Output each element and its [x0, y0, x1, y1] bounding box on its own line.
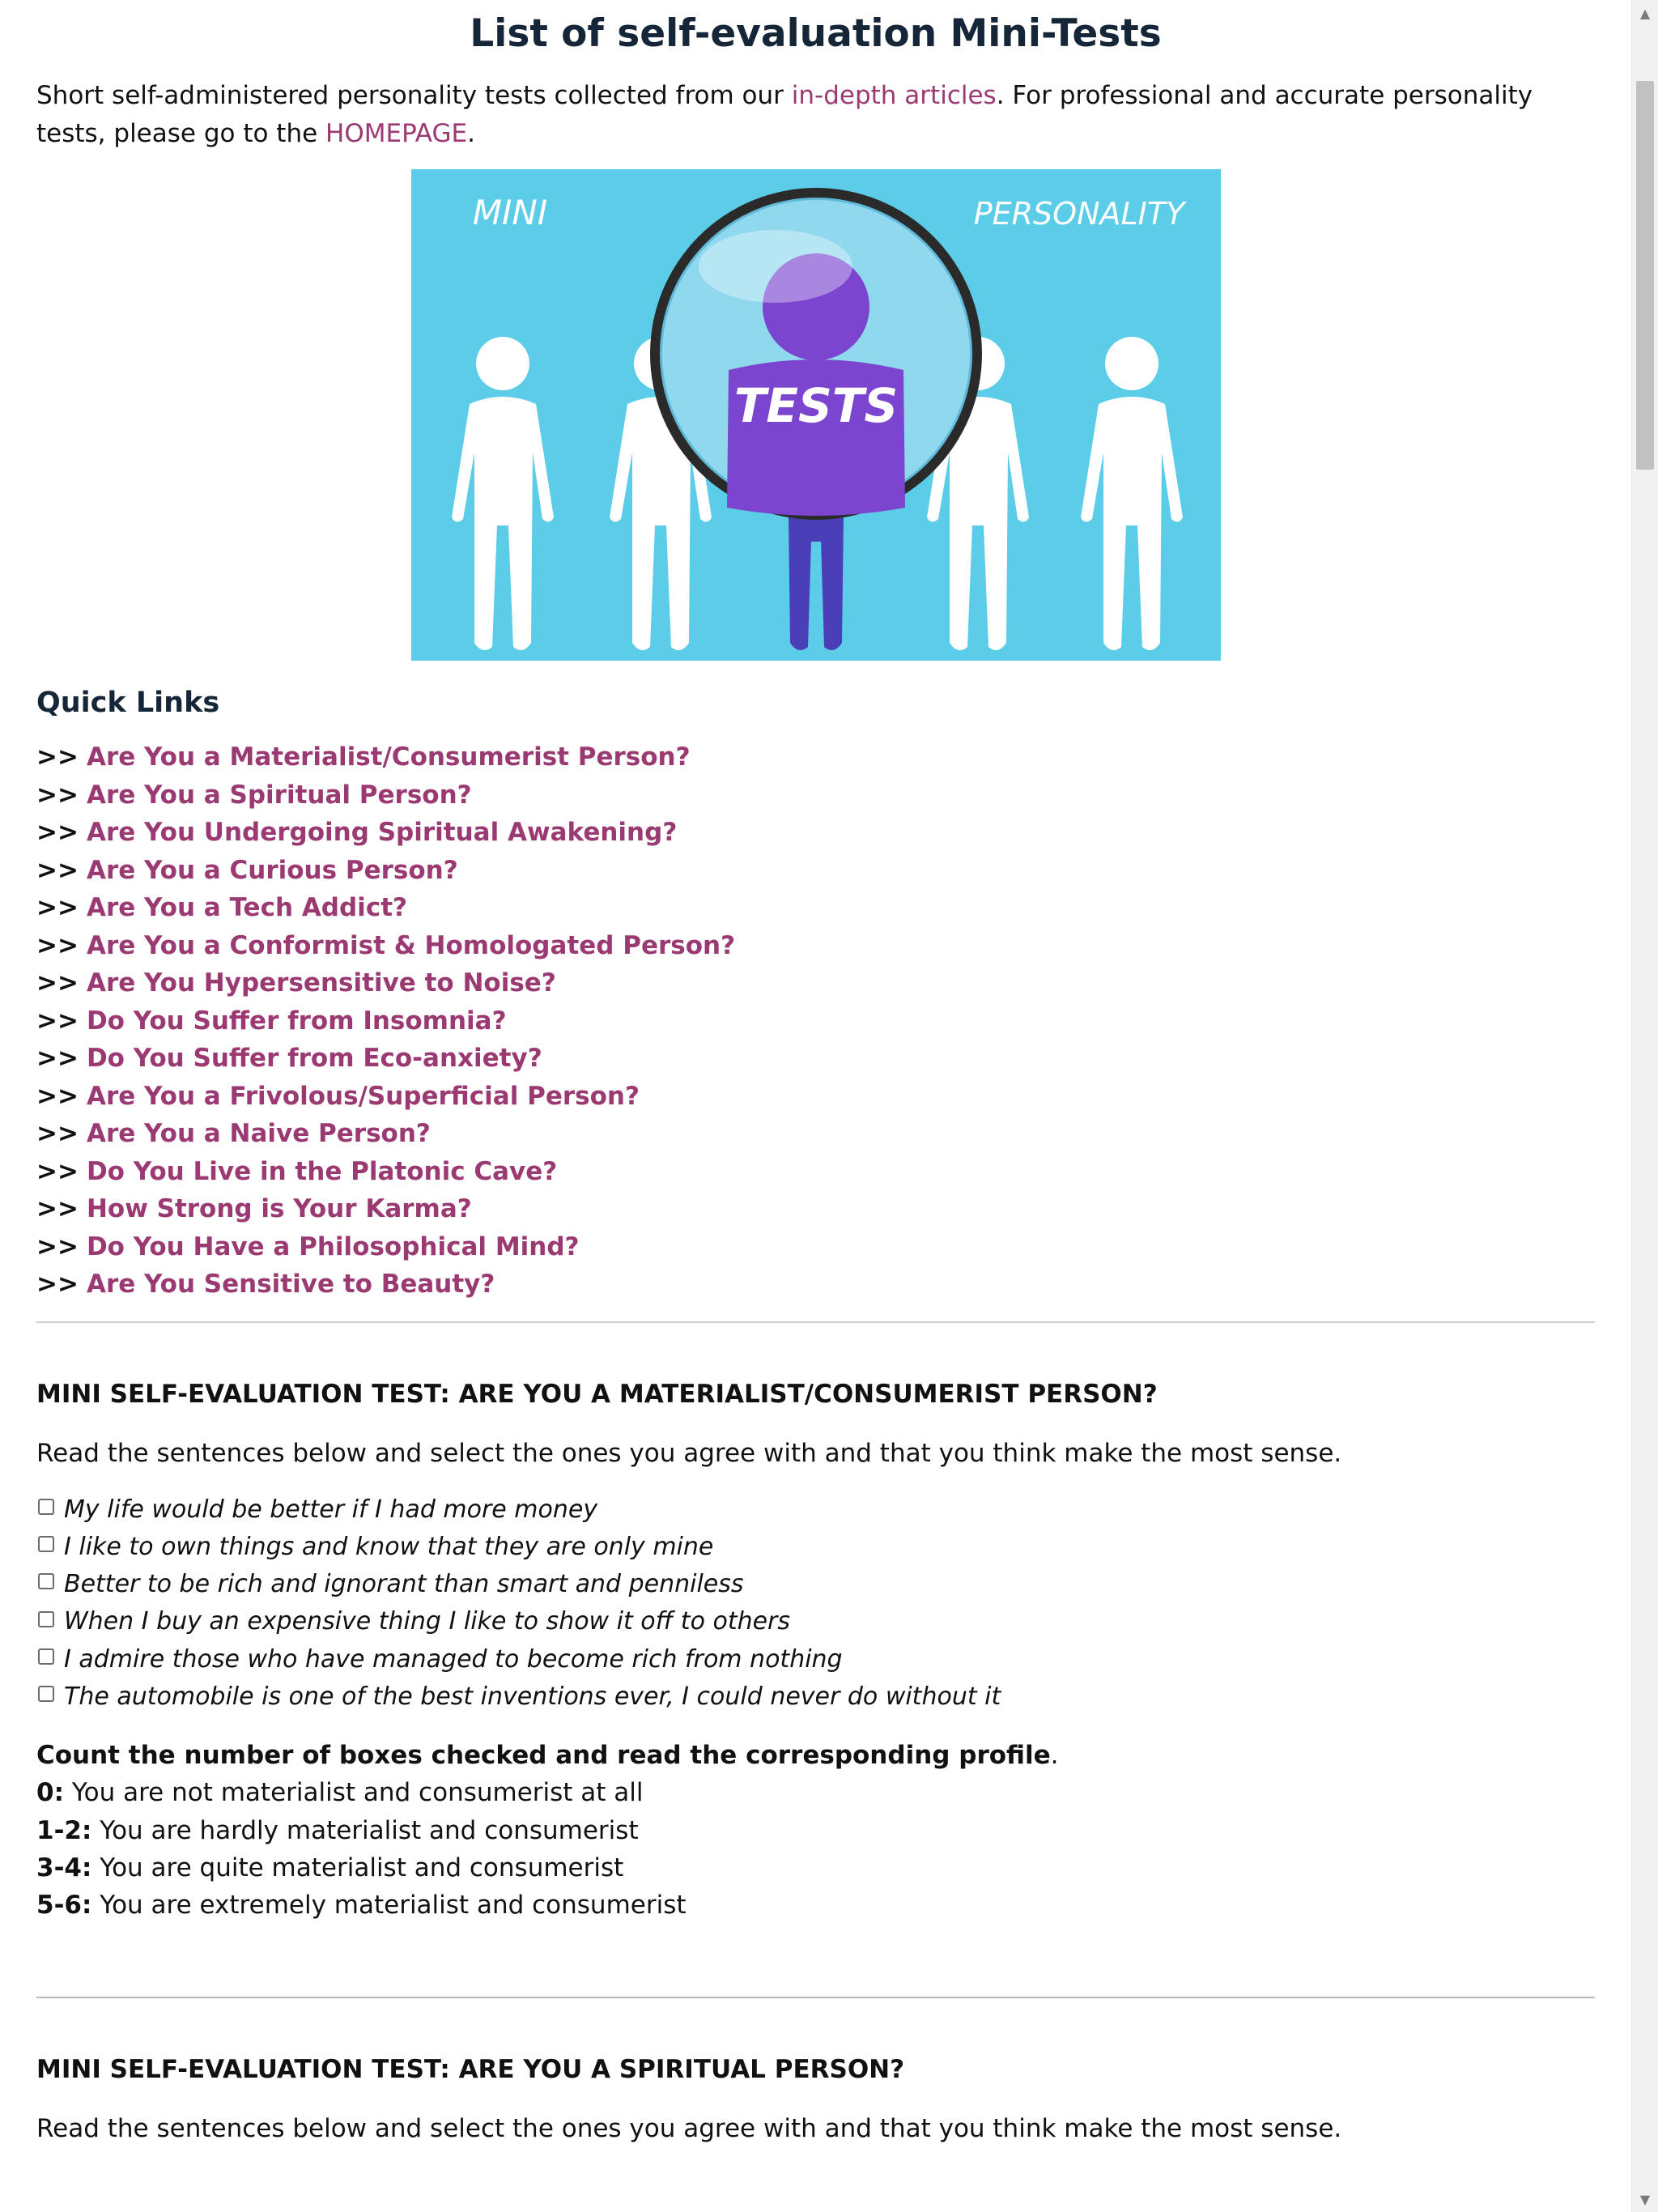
intro-text-3: .	[467, 119, 475, 148]
intro-paragraph	[36, 77, 1595, 153]
hero-label-tests: TESTS	[733, 378, 898, 433]
quick-link-eco-anxiety[interactable]: Do You Suffer from Eco-anxiety?	[86, 1044, 542, 1073]
statement-item	[36, 1491, 1595, 1529]
quick-link-item	[36, 1266, 1595, 1304]
statement-checkbox[interactable]	[38, 1648, 54, 1665]
quick-link-item	[36, 814, 1595, 852]
profile-range: 5-6:	[36, 1891, 92, 1921]
statement-text: I like to own things and know that they are only mine	[64, 1532, 714, 1561]
hero-label-personality: PERSONALITY	[973, 196, 1184, 232]
homepage-link[interactable]: HOMEPAGE	[325, 119, 468, 148]
quick-link-item	[36, 1228, 1595, 1266]
arrow-icon: >>	[36, 1194, 79, 1223]
quick-link-item	[36, 1078, 1595, 1116]
intro-text-1: Short self-administered personality tests collected from our	[36, 81, 792, 110]
statement-item	[36, 1529, 1595, 1566]
arrow-icon: >>	[36, 818, 79, 847]
arrow-icon: >>	[36, 893, 79, 922]
hero-label-mini: MINI	[472, 193, 547, 232]
quick-link-noise[interactable]: Are You Hypersensitive to Noise?	[86, 968, 556, 998]
statement-text: Better to be rich and ignorant than smart and penniless	[64, 1570, 744, 1599]
quick-link-philosophical[interactable]: Do You Have a Philosophical Mind?	[86, 1231, 580, 1261]
quick-link-item	[36, 889, 1595, 927]
profile-text: You are quite materialist and consumerist	[91, 1853, 624, 1882]
divider	[36, 1321, 1595, 1323]
quick-link-item	[36, 964, 1595, 1002]
arrow-icon: >>	[36, 968, 79, 998]
profile-item	[36, 1812, 1595, 1849]
page-title: List of self-evaluation Mini-Tests	[470, 11, 1162, 56]
arrow-icon: >>	[36, 1231, 79, 1261]
arrow-icon: >>	[36, 1044, 79, 1073]
quick-link-materialist[interactable]: Are You a Materialist/Consumerist Person?	[86, 742, 691, 772]
profile-item	[36, 1774, 1595, 1811]
quick-link-item	[36, 852, 1595, 890]
quick-link-item	[36, 1190, 1595, 1228]
quick-link-frivolous[interactable]: Are You a Frivolous/Superficial Person?	[86, 1081, 640, 1111]
profile-item	[36, 1849, 1595, 1887]
profile-text: You are extremely materialist and consumerist	[91, 1891, 687, 1921]
arrow-icon: >>	[36, 1006, 79, 1036]
statement-checkbox[interactable]	[38, 1611, 54, 1627]
quick-link-item	[36, 776, 1595, 815]
arrow-icon: >>	[36, 930, 79, 960]
quick-link-item	[36, 1040, 1595, 1078]
scroll-up-icon[interactable]: ▲	[1639, 5, 1651, 21]
profile-text: You are not materialist and consumerist at all	[63, 1778, 644, 1808]
test2-instructions: Read the sentences below and select the ones you agree with and that you think make the most sense.	[36, 2114, 1342, 2144]
profile-range: 0:	[36, 1778, 64, 1808]
test1-profiles	[36, 1774, 1595, 1924]
count-heading-end: .	[1050, 1741, 1059, 1771]
quick-link-beauty[interactable]: Are You Sensitive to Beauty?	[86, 1270, 495, 1299]
test1-count-instructions	[36, 1737, 1595, 1774]
count-heading-bold: Count the number of boxes checked and read the corresponding profile	[36, 1741, 1051, 1771]
statement-text: My life would be better if I had more money	[64, 1495, 598, 1524]
quick-link-spiritual-awakening[interactable]: Are You Undergoing Spiritual Awakening?	[86, 818, 678, 847]
profile-text: You are hardly materialist and consumerist	[91, 1815, 639, 1845]
scroll-down-icon[interactable]: ▼	[1639, 2191, 1651, 2207]
quick-link-item	[36, 927, 1595, 965]
arrow-icon: >>	[36, 1081, 79, 1111]
quick-link-naive[interactable]: Are You a Naive Person?	[86, 1119, 431, 1148]
vertical-scrollbar[interactable]	[1631, 0, 1658, 2212]
quick-link-item	[36, 1002, 1595, 1040]
statement-checkbox[interactable]	[38, 1686, 54, 1702]
in-depth-articles-link[interactable]: in-depth articles	[791, 81, 997, 110]
quick-link-conformist[interactable]: Are You a Conformist & Homologated Person?	[86, 930, 736, 960]
scrollbar-thumb[interactable]	[1636, 81, 1654, 470]
statement-item	[36, 1678, 1595, 1716]
statement-checkbox[interactable]	[38, 1499, 54, 1515]
statement-text: When I buy an expensive thing I like to show it off to others	[64, 1607, 791, 1636]
quick-link-karma[interactable]: How Strong is Your Karma?	[86, 1194, 472, 1223]
profile-item	[36, 1887, 1595, 1924]
quick-links-heading: Quick Links	[36, 687, 220, 719]
quick-link-curious[interactable]: Are You a Curious Person?	[86, 855, 458, 885]
statement-checkbox[interactable]	[38, 1573, 54, 1589]
statement-item	[36, 1603, 1595, 1640]
statement-item	[36, 1566, 1595, 1603]
quick-link-item	[36, 1115, 1595, 1153]
quick-links-list	[36, 738, 1595, 1304]
statement-checkbox[interactable]	[38, 1536, 54, 1552]
quick-link-item	[36, 1153, 1595, 1191]
quick-link-tech-addict[interactable]: Are You a Tech Addict?	[86, 893, 407, 922]
quick-link-item	[36, 738, 1595, 776]
quick-link-spiritual[interactable]: Are You a Spiritual Person?	[86, 780, 472, 810]
test1-statements	[36, 1491, 1595, 1716]
mini-personality-tests-image	[411, 169, 1221, 661]
test1-heading: MINI SELF-EVALUATION TEST: ARE YOU A MATERIALIST/CONSUMERIST PERSON?	[36, 1379, 1158, 1409]
quick-link-insomnia[interactable]: Do You Suffer from Insomnia?	[86, 1006, 507, 1036]
statement-item	[36, 1641, 1595, 1678]
quick-link-platonic-cave[interactable]: Do You Live in the Platonic Cave?	[86, 1156, 558, 1186]
intro-text-2: . For professional and accurate personality tests, please go to the	[36, 81, 1533, 148]
arrow-icon: >>	[36, 1119, 79, 1148]
arrow-icon: >>	[36, 1156, 79, 1186]
test1-instructions: Read the sentences below and select the ones you agree with and that you think make the most sense.	[36, 1438, 1342, 1468]
profile-range: 1-2:	[36, 1815, 92, 1845]
magnifying-glass-icon	[650, 188, 982, 520]
profile-range: 3-4:	[36, 1853, 92, 1882]
statement-text: The automobile is one of the best inventions ever, I could never do without it	[64, 1682, 1001, 1711]
section-divider	[36, 1997, 1595, 1998]
arrow-icon: >>	[36, 1270, 79, 1299]
arrow-icon: >>	[36, 742, 79, 772]
page-content	[36, 0, 1595, 2147]
test2-heading: MINI SELF-EVALUATION TEST: ARE YOU A SPIRITUAL PERSON?	[36, 2055, 905, 2085]
arrow-icon: >>	[36, 855, 79, 885]
arrow-icon: >>	[36, 780, 79, 810]
statement-text: I admire those who have managed to become rich from nothing	[64, 1644, 843, 1674]
